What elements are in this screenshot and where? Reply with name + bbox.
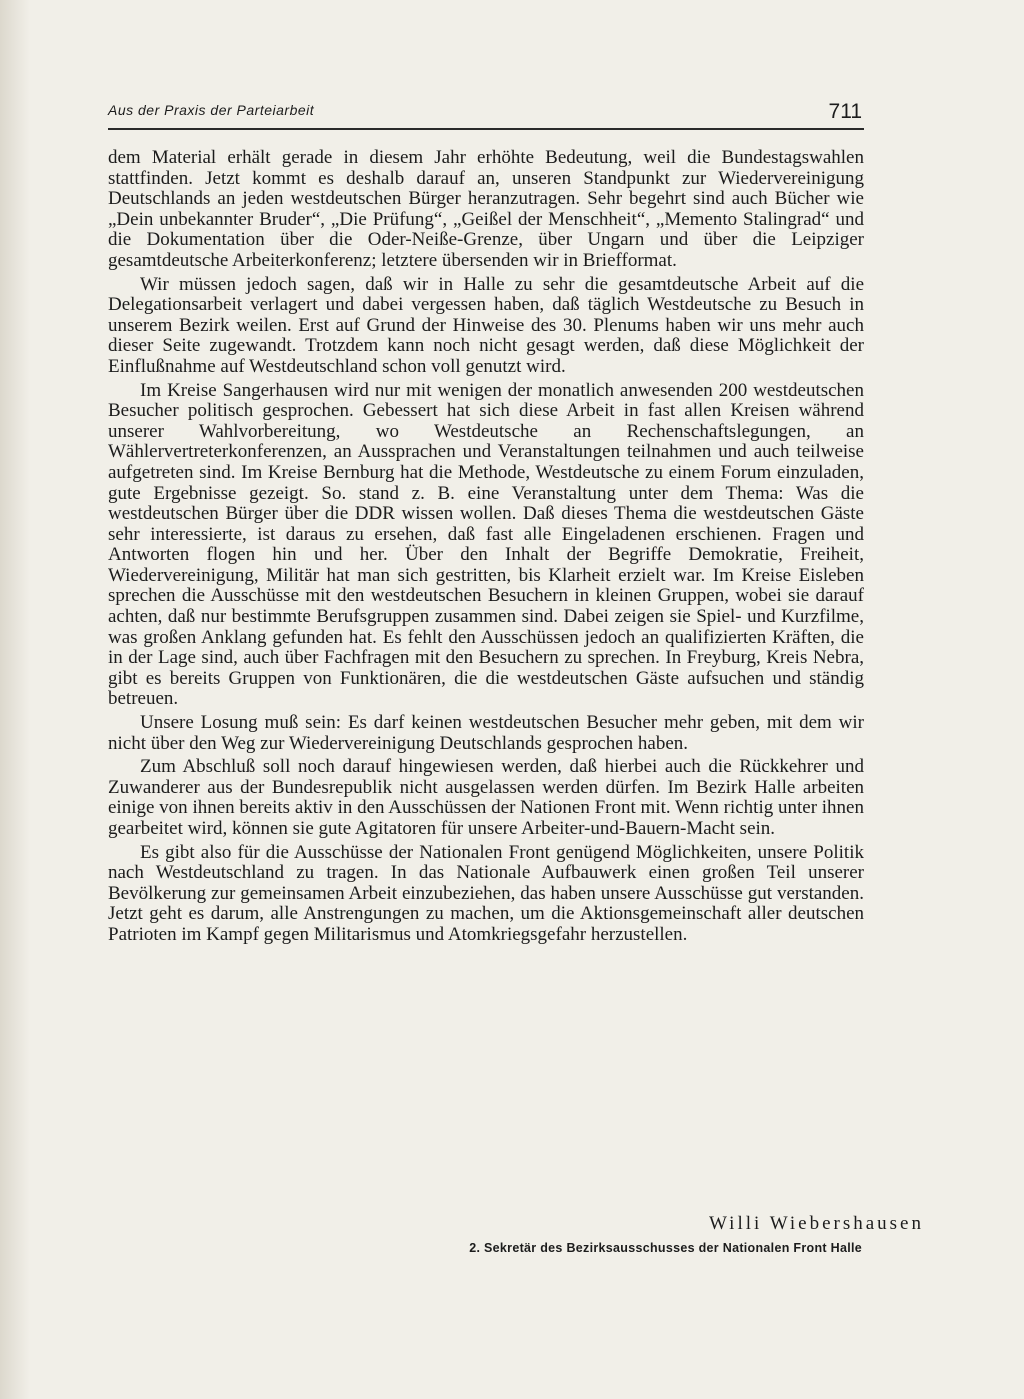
author-affiliation: 2. Sekretär des Bezirksausschusses der Nationalen Front Halle <box>469 1241 862 1255</box>
paragraph-5: Zum Abschluß soll noch darauf hingewiesen werden, daß hierbei auch die Rückkehrer und Zuwanderer aus der Bundesrepublik nicht ausgelassen werden dürfen. Im Bezirk Halle arbeiten einige von ihnen bereits aktiv in den Ausschüssen der Nationen Front mit. Wenn richtig unter ihnen gearbeitet wird, können sie gute Agitatoren für unsere Arbeiter-und-Bauern-Macht sein. <box>108 756 864 839</box>
paragraph-1: dem Material erhält gerade in diesem Jahr erhöhte Bedeutung, weil die Bundestagswahlen stattfinden. Jetzt kommt es deshalb darauf an, unseren Standpunkt zur Wiedervereinigung Deutschlands an jeden westdeutschen Bürger heranzutragen. Sehr begehrt sind auch Bücher wie „Dein unbekannter Bruder“, „Die Prüfung“, „Geißel der Menschheit“, „Memento Stalingrad“ und die Dokumentation über die Oder-Neiße-Grenze, über Ungarn und über die Leipziger gesamtdeutsche Arbeiterkonferenz; letztere übersenden wir in Briefformat. <box>108 147 864 271</box>
paragraph-4: Unsere Losung muß sein: Es darf keinen westdeutschen Besucher mehr geben, mit dem wir nicht über den Weg zur Wiedervereinigung Deutschlands gesprochen haben. <box>108 712 864 754</box>
page-margin-shadow <box>0 0 30 1399</box>
paragraph-3: Im Kreise Sangerhausen wird nur mit wenigen der monatlich anwesenden 200 westdeutschen Besucher politisch gesprochen. Gebessert hat sich diese Arbeit in fast allen Kreisen während unserer Wahlvorbereitung, wo Westdeutsche an Rechenschaftslegungen, an Wählervertreterkonferenzen, an Aussprachen und Veranstaltungen teilnahmen und auch teilweise aufgetreten sind. Im Kreise Bernburg hat die Methode, Westdeutsche zu einem Forum einzuladen, gute Ergebnisse gezeigt. So. stand z. B. eine Veranstaltung unter dem Thema: Was die westdeutschen Bürger über die DDR wissen wollen. Daß dieses Thema die westdeutschen Gäste sehr interessierte, ist daraus zu ersehen, daß fast alle Eingeladenen erschienen. Fragen und Antworten flogen hin und her. Über den Inhalt der Begriffe Demokratie, Freiheit, Wiedervereinigung, Militär hat man sich gestritten, bis Klarheit erzielt war. Im Kreise Eisleben sprechen die Ausschüsse mit den westdeutschen Besuchern in kleinen Gruppen, wobei sie darauf achten, daß nur bestimmte Berufsgruppen zusammen sind. Dabei zeigen sie Spiel- und Kurzfilme, was großen Anklang gefunden hat. Es fehlt den Ausschüssen jedoch an qualifizierten Kräften, die in der Lage sind, auch über Fachfragen mit den Besuchern zu sprechen. In Freyburg, Kreis Nebra, gibt es bereits Gruppen von Funktionären, die die westdeutschen Gäste aufsuchen und ständig betreuen. <box>108 379 864 710</box>
article-body <box>108 148 864 949</box>
page-header <box>108 92 864 130</box>
paragraph-6: Es gibt also für die Ausschüsse der Nationalen Front genügend Möglichkeiten, unsere Politik nach Westdeutschland zu tragen. In das Nationale Aufbauwerk einen großen Teil unserer Bevölkerung zur gemeinsamen Arbeit einzubeziehen, das haben unsere Ausschüsse gut verstanden. Jetzt geht es darum, alle Anstrengungen zu machen, um die Aktionsgemeinschaft aller deutschen Patrioten im Kampf gegen Militarismus und Atomkriegsgefahr herzustellen. <box>108 841 864 945</box>
paragraph-2: Wir müssen jedoch sagen, daß wir in Halle zu sehr die gesamtdeutsche Arbeit auf die Delegationsarbeit verlagert und dabei vergessen haben, daß täglich Westdeutsche zu Besuch in unserem Bezirk weilen. Erst auf Grund der Hinweise des 30. Plenums haben wir uns mehr auch dieser Seite zugewandt. Trotzdem kann noch nicht gesagt werden, daß diese Möglichkeit der Einflußnahme auf Westdeutschland schon voll genutzt wird. <box>108 273 864 377</box>
page-number: 711 <box>828 100 862 123</box>
running-head: Aus der Praxis der Parteiarbeit <box>108 102 315 118</box>
author-signature: Willi Wiebershausen <box>709 1213 924 1234</box>
